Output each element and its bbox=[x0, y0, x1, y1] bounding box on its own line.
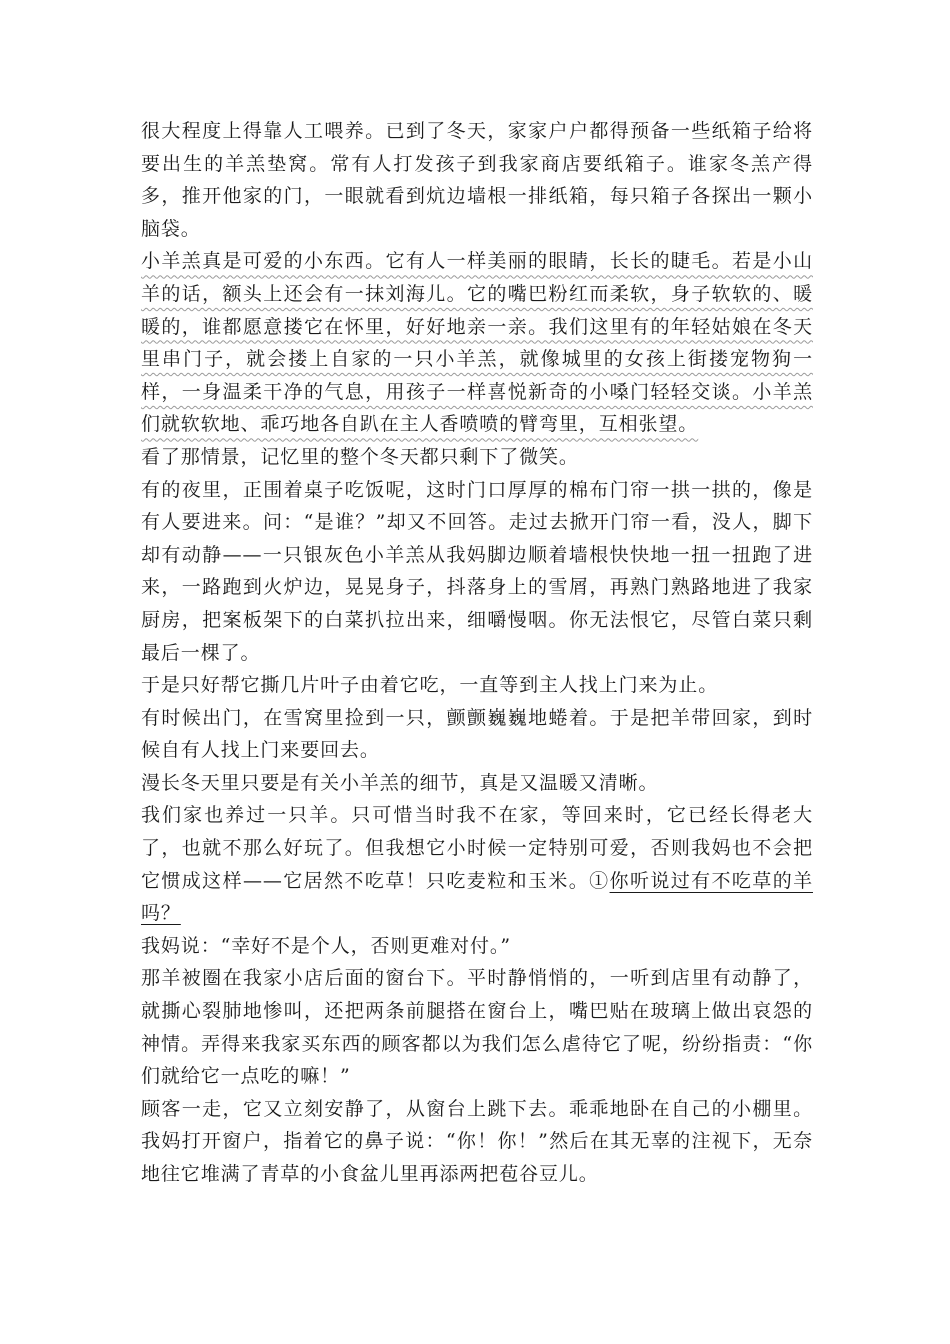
paragraph-9: 我妈说：“幸好不是个人，否则更难对付。” bbox=[141, 934, 511, 957]
paragraph-10: 那羊被圈在我家小店后面的窗台下。平时静悄悄的，一听到店里有动静了，就撕心裂肺地惨叫，还把两条前腿搭在窗台上，嘴巴贴在玻璃上做出哀怨的神情。弄得来我家买东西的顾客都以为我们怎么虐待它了呢，纷纷指责：“你们就给它一点吃的嘛！” bbox=[141, 967, 813, 1088]
paragraph-6: 有时候出门，在雪窝里捡到一只，颤颤巍巍地蜷着。于是把羊带回家，到时候自有人找上门来要回去。 bbox=[141, 706, 813, 762]
paragraph-2-wavy-underlined bbox=[141, 245, 813, 441]
paragraph-8 bbox=[141, 799, 813, 929]
paragraph-7: 漫长冬天里只要是有关小羊羔的细节，真是又温暖又清晰。 bbox=[141, 771, 659, 794]
paragraph-5: 于是只好帮它撕几片叶子由着它吃，一直等到主人找上门来为止。 bbox=[141, 674, 719, 697]
wavy-underline-passage: 小羊羔真是可爱的小东西。它有人一样美丽的眼睛，长长的睫毛。若是小山羊的话，额头上还会有一抹刘海儿。它的嘴巴粉红而柔软，身子软软的、暖暖的，谁都愿意搂它在怀里，好好地亲一亲。我们这里有的年轻姑娘在冬天里串门子，就会搂上自家的一只小羊羔，就像城里的女孩上街搂宠物狗一样，一身温柔干净的气息，用孩子一样喜悦新奇的小嗓门轻轻交谈。小羊羔们就软软地、乖巧地各自趴在主人香喷喷的臂弯里，互相张望。 bbox=[141, 250, 813, 436]
paragraph-11: 顾客一走，它又立刻安静了，从窗台上跳下去。乖乖地卧在自己的小棚里。我妈打开窗户，指着它的鼻子说：“你！你！”然后在其无辜的注视下，无奈地往它堆满了青草的小食盆儿里再添两把苞谷豆儿。 bbox=[141, 1097, 813, 1185]
document-page bbox=[141, 115, 813, 1191]
underlined-question-1: 你听说过有不吃草的羊吗？ bbox=[141, 869, 813, 925]
paragraph-1: 很大程度上得靠人工喂养。已到了冬天，家家户户都得预备一些纸箱子给将要出生的羊羔垫窝。常有人打发孩子到我家商店要纸箱子。谁家冬羔产得多，推开他家的门，一眼就看到炕边墙根一排纸箱，每只箱子各探出一颗小脑袋。 bbox=[141, 120, 813, 240]
paragraph-4: 有的夜里，正围着桌子吃饭呢，这时门口厚厚的棉布门帘一拱一拱的，像是有人要进来。问：“是谁？”却又不回答。走过去掀开门帘一看，没人，脚下却有动静——一只银灰色小羊羔从我妈脚边顺着墙根快快地一扭一扭跑了进来，一路跑到火炉边，晃晃身子，抖落身上的雪屑，再熟门熟路地进了我家厨房，把案板架下的白菜扒拉出来，细嚼慢咽。你无法恨它，尽管白菜只剩最后一棵了。 bbox=[141, 478, 813, 664]
paragraph-8-main: 我们家也养过一只羊。只可惜当时我不在家，等回来时，它已经长得老大了，也就不那么好玩了。但我想它小时候一定特别可爱，否则我妈也不会把它惯成这样——它居然不吃草！只吃麦粒和玉米。① bbox=[141, 804, 813, 892]
paragraph-3: 看了那情景，记忆里的整个冬天都只剩下了微笑。 bbox=[141, 445, 579, 468]
